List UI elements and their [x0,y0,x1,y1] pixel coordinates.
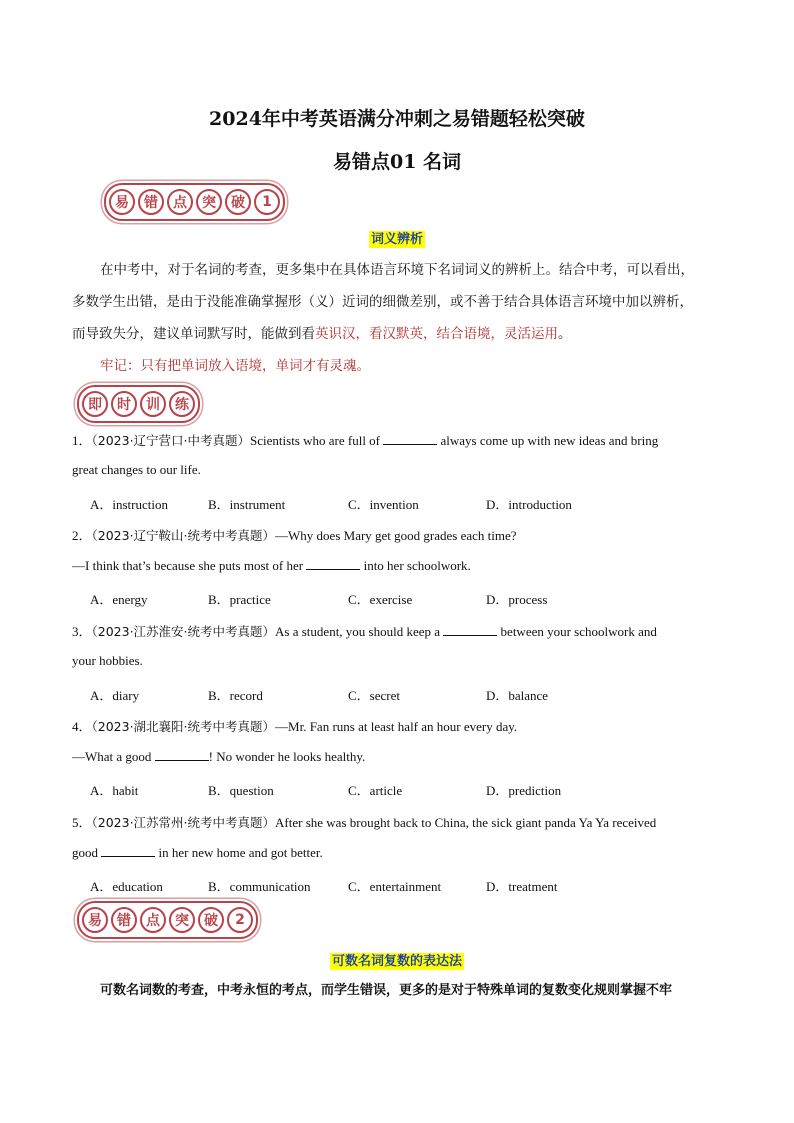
banner-char: 突 [196,189,222,215]
question-3-option-a[interactable]: A．diary [90,688,140,703]
question-1-line-1 [72,430,658,449]
intro-line-3-end: 。 [558,326,572,342]
banner-error-point-1 [104,183,285,221]
intro-line-3 [72,318,732,350]
question-text: —Why does Mary get good grades each time? [275,528,517,543]
question-2-line-2 [72,557,471,574]
question-4-option-a[interactable]: A．habit [90,783,139,798]
answer-blank[interactable] [101,844,155,857]
question-text-cont: in her new home and got better. [155,845,323,860]
question-text: great changes to our life. [72,462,201,477]
question-text: —I think that’s because she puts most of her [72,558,307,573]
question-source: （2023·江苏淮安·统考中考真题） [91,624,276,639]
question-2-line-1 [72,525,517,544]
document-subtitle: 易错点01 名词 [332,151,462,173]
banner-char: 时 [111,391,137,417]
banner-char: 易 [82,907,108,933]
section2-heading: 可数名词复数的表达法 [331,954,462,969]
question-text: —Mr. Fan runs at least half an hour every day. [275,719,518,734]
banner-char: 错 [111,907,137,933]
question-number: 5． [72,815,92,830]
banner-char: 点 [140,907,166,933]
question-5-option-d[interactable]: D．treatment [486,879,558,894]
question-1-option-a[interactable]: A．instruction [90,497,168,512]
banner-char: 1 [254,189,280,215]
banner-char: 突 [169,907,195,933]
banner-char: 点 [167,189,193,215]
question-4-option-b[interactable]: B．question [208,783,274,798]
question-3-option-d[interactable]: D．balance [486,688,549,703]
question-text: your hobbies. [72,653,143,668]
answer-blank[interactable] [443,623,497,636]
banner-practice [77,385,200,423]
answer-blank[interactable] [383,432,437,445]
question-1-option-b[interactable]: B．instrument [208,497,286,512]
question-number: 4． [72,719,92,734]
question-2-option-b[interactable]: B．practice [208,592,271,607]
banner-char: 训 [140,391,166,417]
question-5-line-1 [72,812,656,831]
question-4-line-1 [72,716,517,735]
banner-char: 2 [227,907,253,933]
banner-error-point-2 [77,901,258,939]
question-number: 2． [72,528,92,543]
question-5-line-2 [72,844,323,861]
question-4-option-c[interactable]: C．article [348,783,403,798]
question-text: —What a good [72,749,155,764]
question-3-line-1 [72,621,657,640]
question-1-option-d[interactable]: D．introduction [486,497,572,512]
question-text: Scientists who are full of [250,433,384,448]
intro-paragraph [72,254,732,382]
question-3-line-2 [72,653,143,669]
question-2-option-d[interactable]: D．process [486,592,548,607]
banner-char: 练 [169,391,195,417]
question-5-option-b[interactable]: B．communication [208,879,311,894]
question-4-line-2 [72,748,365,765]
banner-char: 破 [198,907,224,933]
question-2-option-c[interactable]: C．exercise [348,592,413,607]
question-source: （2023·湖北襄阳·统考中考真题） [91,719,276,734]
question-text-cont: always come up with new ideas and bring [437,433,659,448]
banner-char: 破 [225,189,251,215]
question-1-option-c[interactable]: C．invention [348,497,419,512]
question-text-cont: into her schoolwork. [360,558,471,573]
question-3-option-c[interactable]: C．secret [348,688,400,703]
section1-heading: 词义辨析 [370,232,423,247]
question-1-line-2 [72,462,201,478]
question-number: 3． [72,624,92,639]
section2-heading-wrap [0,950,794,969]
answer-blank[interactable] [155,748,209,761]
question-4-option-d[interactable]: D．prediction [486,783,562,798]
question-text-cont: ! No wonder he looks healthy. [208,749,366,764]
remember-note: 牢记：只有把单词放入语境，单词才有灵魂。 [100,358,370,374]
question-text-cont: between your schoolwork and [497,624,657,639]
question-text: good [72,845,102,860]
banner-char: 即 [82,391,108,417]
section2-text: 可数名词数的考查，中考永恒的考点，而学生错误，更多的是对于特殊单词的复数变化规则掌握不牢 [100,983,673,998]
section1-heading-wrap [0,228,794,247]
question-3-option-b[interactable]: B．record [208,688,263,703]
intro-line-3-text: 而导致失分，建议单词默写时，能做到看 [72,326,315,342]
intro-line-2: 多数学生出错，是由于没能准确掌握形（义）近词的细微差别，或不善于结合具体语言环境中加以辨析， [72,294,693,310]
question-source: （2023·辽宁鞍山·统考中考真题） [91,528,276,543]
question-5-option-a[interactable]: A．education [90,879,163,894]
intro-line-1: 在中考中，对于名词的考查，更多集中在具体语言环境下名词词义的辨析上。结合中考，可以看出， [100,262,694,278]
question-source: （2023·江苏常州·统考中考真题） [91,815,276,830]
answer-blank[interactable] [306,557,360,570]
question-number: 1． [72,433,92,448]
banner-char: 易 [109,189,135,215]
question-text: After she was brought back to China, the sick giant panda Ya Ya received [275,815,657,830]
document-title: 2024年中考英语满分冲刺之易错题轻松突破 [209,108,585,130]
question-source: （2023·辽宁营口·中考真题） [91,433,251,448]
question-2-option-a[interactable]: A．energy [90,592,148,607]
question-5-option-c[interactable]: C．entertainment [348,879,442,894]
question-text: As a student, you should keep a [275,624,444,639]
intro-line-3-emphasis: 英识汉，看汉默英，结合语境，灵活运用 [315,326,558,342]
banner-char: 错 [138,189,164,215]
